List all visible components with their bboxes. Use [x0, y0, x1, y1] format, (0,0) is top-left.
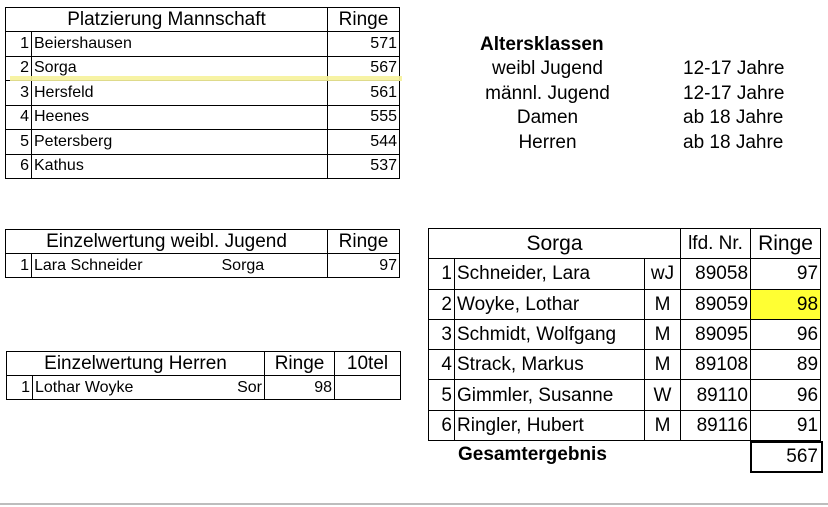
- table-row[interactable]: [6, 254, 400, 278]
- team-name-cell: Sorga: [32, 56, 328, 81]
- table-row[interactable]: [429, 319, 821, 349]
- class-age: 12-17 Jahre: [683, 58, 785, 79]
- ringe-cell: 555: [328, 105, 400, 130]
- class-age: ab 18 Jahre: [683, 131, 784, 153]
- table-header-row: [6, 8, 400, 32]
- altersklassen-names: [470, 57, 625, 155]
- table-row[interactable]: [429, 350, 821, 380]
- team-table-title: Platzierung Mannschaft: [6, 8, 328, 32]
- team-name-cell: Petersberg: [32, 130, 328, 155]
- ringe-cell: 97: [751, 259, 821, 289]
- nr-cell: 89095: [681, 319, 751, 349]
- shooter-name-cell: Lothar Woyke: [33, 376, 189, 400]
- table-row[interactable]: [7, 376, 401, 400]
- shooter-name-cell: Gimmler, Susanne: [455, 380, 645, 410]
- zehntel-cell: [335, 376, 401, 400]
- table-row[interactable]: [6, 105, 400, 130]
- index-cell: 2: [429, 289, 455, 319]
- class-name: weibl Jugend: [492, 58, 603, 79]
- rank-cell: 1: [6, 254, 32, 278]
- ringe-cell: 98: [265, 376, 335, 400]
- class-name: männl. Jugend: [485, 82, 610, 104]
- team-name-cell: Hersfeld: [32, 81, 328, 106]
- rank-cell: 1: [6, 32, 32, 57]
- ringe-cell: 97: [328, 254, 400, 278]
- class-cell: M: [645, 319, 681, 349]
- club-cell: Sorga: [220, 254, 328, 278]
- team-name-cell: Beiershausen: [32, 32, 328, 57]
- class-cell: W: [645, 380, 681, 410]
- class-name: Herren: [518, 131, 577, 153]
- rank-cell: 3: [6, 81, 32, 106]
- class-age: ab 18 Jahre: [683, 107, 784, 128]
- rank-cell: 6: [6, 154, 32, 179]
- team-placement-table: [5, 7, 400, 179]
- class-cell: wJ: [645, 259, 681, 289]
- total-value: 567: [750, 441, 823, 473]
- jugend-individual-table: [5, 229, 400, 278]
- class-cell: M: [645, 289, 681, 319]
- index-cell: 4: [429, 350, 455, 380]
- table-row[interactable]: [429, 380, 821, 410]
- table-row[interactable]: [429, 259, 821, 289]
- rank-cell: 4: [6, 105, 32, 130]
- table-row[interactable]: [6, 32, 400, 57]
- club-cell: Sor: [189, 376, 265, 400]
- ringe-cell: 537: [328, 154, 400, 179]
- lfd-nr-header: lfd. Nr.: [681, 229, 751, 259]
- total-label: Gesamtergebnis: [458, 444, 607, 465]
- herren-table-title: Einzelwertung Herren: [7, 352, 265, 376]
- shooter-name-cell: Ringler, Hubert: [455, 410, 645, 440]
- team-name-cell: Heenes: [32, 105, 328, 130]
- index-cell: 5: [429, 380, 455, 410]
- table-row[interactable]: [429, 410, 821, 440]
- jugend-table-title: Einzelwertung weibl. Jugend: [6, 230, 328, 254]
- sorga-team-table: [428, 228, 821, 441]
- table-header-row: [6, 230, 400, 254]
- jugend-ringe-header: Ringe: [328, 230, 400, 254]
- nr-cell: 89116: [681, 410, 751, 440]
- table-row[interactable]: [429, 289, 821, 319]
- class-name: Damen: [516, 107, 579, 128]
- shooter-name-cell: Schneider, Lara: [455, 259, 645, 289]
- ringe-cell: 96: [751, 319, 821, 349]
- ringe-cell: 567: [328, 56, 400, 81]
- ringe-cell: 544: [328, 130, 400, 155]
- herren-zehntel-header: 10tel: [335, 352, 401, 376]
- ringe-cell: 96: [751, 380, 821, 410]
- shooter-name-cell: Schmidt, Wolfgang: [455, 319, 645, 349]
- nr-cell: 89108: [681, 350, 751, 380]
- divider: [0, 503, 828, 505]
- class-cell: M: [645, 350, 681, 380]
- nr-cell: 89110: [681, 380, 751, 410]
- shooter-name-cell: Lara Schneider: [32, 254, 220, 278]
- shooter-name-cell: Strack, Markus: [455, 350, 645, 380]
- ringe-cell: 561: [328, 81, 400, 106]
- team-name-cell: Kathus: [32, 154, 328, 179]
- class-cell: M: [645, 410, 681, 440]
- table-row[interactable]: [6, 130, 400, 155]
- nr-cell: 89059: [681, 289, 751, 319]
- index-cell: 1: [429, 259, 455, 289]
- herren-ringe-header: Ringe: [265, 352, 335, 376]
- shooter-name-cell: Woyke, Lothar: [455, 289, 645, 319]
- altersklassen-title: Altersklassen: [480, 34, 604, 55]
- index-cell: 3: [429, 319, 455, 349]
- table-header-row: [429, 229, 821, 259]
- nr-cell: 89058: [681, 259, 751, 289]
- class-age: 12-17 Jahre: [683, 82, 785, 104]
- ringe-cell-selected[interactable]: 98: [751, 289, 821, 319]
- sorga-table-title: Sorga: [429, 229, 681, 259]
- rank-cell: 5: [6, 130, 32, 155]
- index-cell: 6: [429, 410, 455, 440]
- table-header-row: [7, 352, 401, 376]
- ringe-cell: 91: [751, 410, 821, 440]
- altersklassen-ages: [683, 57, 784, 155]
- highlight-marker: [10, 76, 402, 81]
- rank-cell: 2: [6, 56, 32, 81]
- team-table-ringe-header: Ringe: [328, 8, 400, 32]
- table-row[interactable]: [6, 154, 400, 179]
- table-row[interactable]: [6, 81, 400, 106]
- herren-individual-table: [6, 351, 401, 400]
- ringe-cell: 571: [328, 32, 400, 57]
- sorga-ringe-header: Ringe: [751, 229, 821, 259]
- ringe-cell: 89: [751, 350, 821, 380]
- rank-cell: 1: [7, 376, 33, 400]
